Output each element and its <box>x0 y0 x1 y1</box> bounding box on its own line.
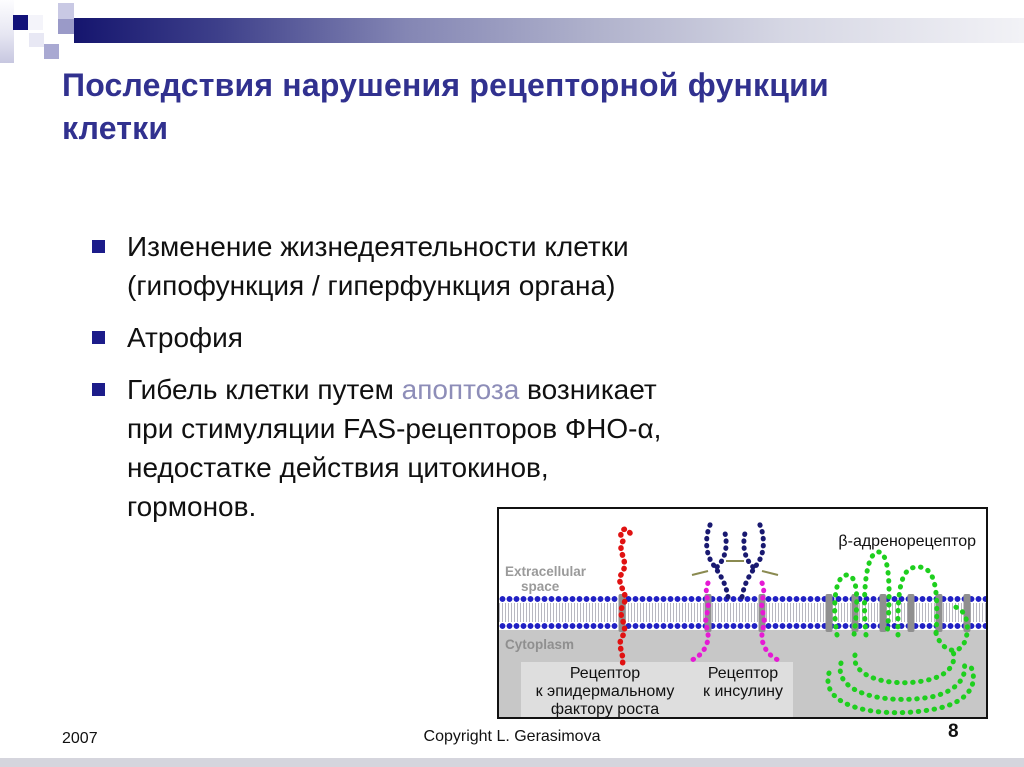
receptors-illustration <box>499 509 986 717</box>
egf-label-line1: Рецептор <box>569 665 641 682</box>
bullet-line: гормонов. <box>127 491 257 522</box>
insulin-label-line2: к инсулину <box>703 683 783 700</box>
bullet-item-atrophy <box>92 318 661 357</box>
disulfide-bridge-lines <box>692 561 778 575</box>
page-number: 8 <box>948 721 959 742</box>
header-gradient-bar <box>74 18 1024 43</box>
apoptosis-highlight-text: апоптоза <box>401 374 520 405</box>
bullet-text <box>127 227 629 305</box>
bullet-item-cell-activity <box>92 227 661 305</box>
receptor-diagram <box>497 507 988 719</box>
bullet-line: Изменение жизнедеятельности клетки <box>127 231 629 262</box>
extracellular-label-line1: Extracellular <box>505 564 587 579</box>
header-navy-square-icon <box>13 15 28 30</box>
bullet-line: Атрофия <box>127 322 243 353</box>
bullet-text <box>127 318 243 357</box>
header-medium-square2-icon <box>44 44 59 59</box>
bullet-text <box>127 370 661 526</box>
extracellular-label-line2: space <box>521 579 560 594</box>
bullet-square-icon <box>92 240 105 253</box>
cytoplasm-label: Cytoplasm <box>505 637 575 652</box>
bullet-line: (гипофункция / гиперфункция органа) <box>127 270 616 301</box>
beta-adrenoreceptor-shape <box>828 552 973 713</box>
slide-title: Последствия нарушения рецепторной функции клетки <box>62 67 829 146</box>
egf-label-line3: фактору роста <box>550 701 660 718</box>
header-left-gradient-strip <box>0 0 14 63</box>
insulin-label-line1: Рецептор <box>707 665 779 682</box>
bullet-square-icon <box>92 331 105 344</box>
header-medium-square-icon <box>58 19 74 34</box>
egf-label-line2: к эпидермальному <box>535 683 675 700</box>
transmembrane-helix-bars <box>619 594 971 632</box>
bullet-line-segment: возникает <box>519 374 657 405</box>
insulin-receptor-beta-shape <box>689 583 781 661</box>
footer-copyright: Copyright L. Gerasimova <box>423 728 601 745</box>
beta-adrenoreceptor-label: β-адренорецептор <box>838 533 976 550</box>
bottom-edge-strip <box>0 758 1024 767</box>
bullet-line-segment: Гибель клетки путем <box>127 374 402 405</box>
header-light-square-icon <box>58 3 74 19</box>
bullet-square-icon <box>92 383 105 396</box>
bullet-line: при стимуляции FAS-рецепторов ФНО-α, <box>127 413 662 444</box>
header-white-square-icon <box>28 15 43 30</box>
bullet-line <box>127 370 661 409</box>
footer-year: 2007 <box>62 730 98 747</box>
bullet-item-apoptosis <box>92 370 661 526</box>
bullet-list <box>92 227 661 539</box>
insulin-receptor-alpha-shape <box>707 521 764 597</box>
header-pale-square-icon <box>29 33 44 47</box>
bullet-line: недостатке действия цитокинов, <box>127 452 549 483</box>
